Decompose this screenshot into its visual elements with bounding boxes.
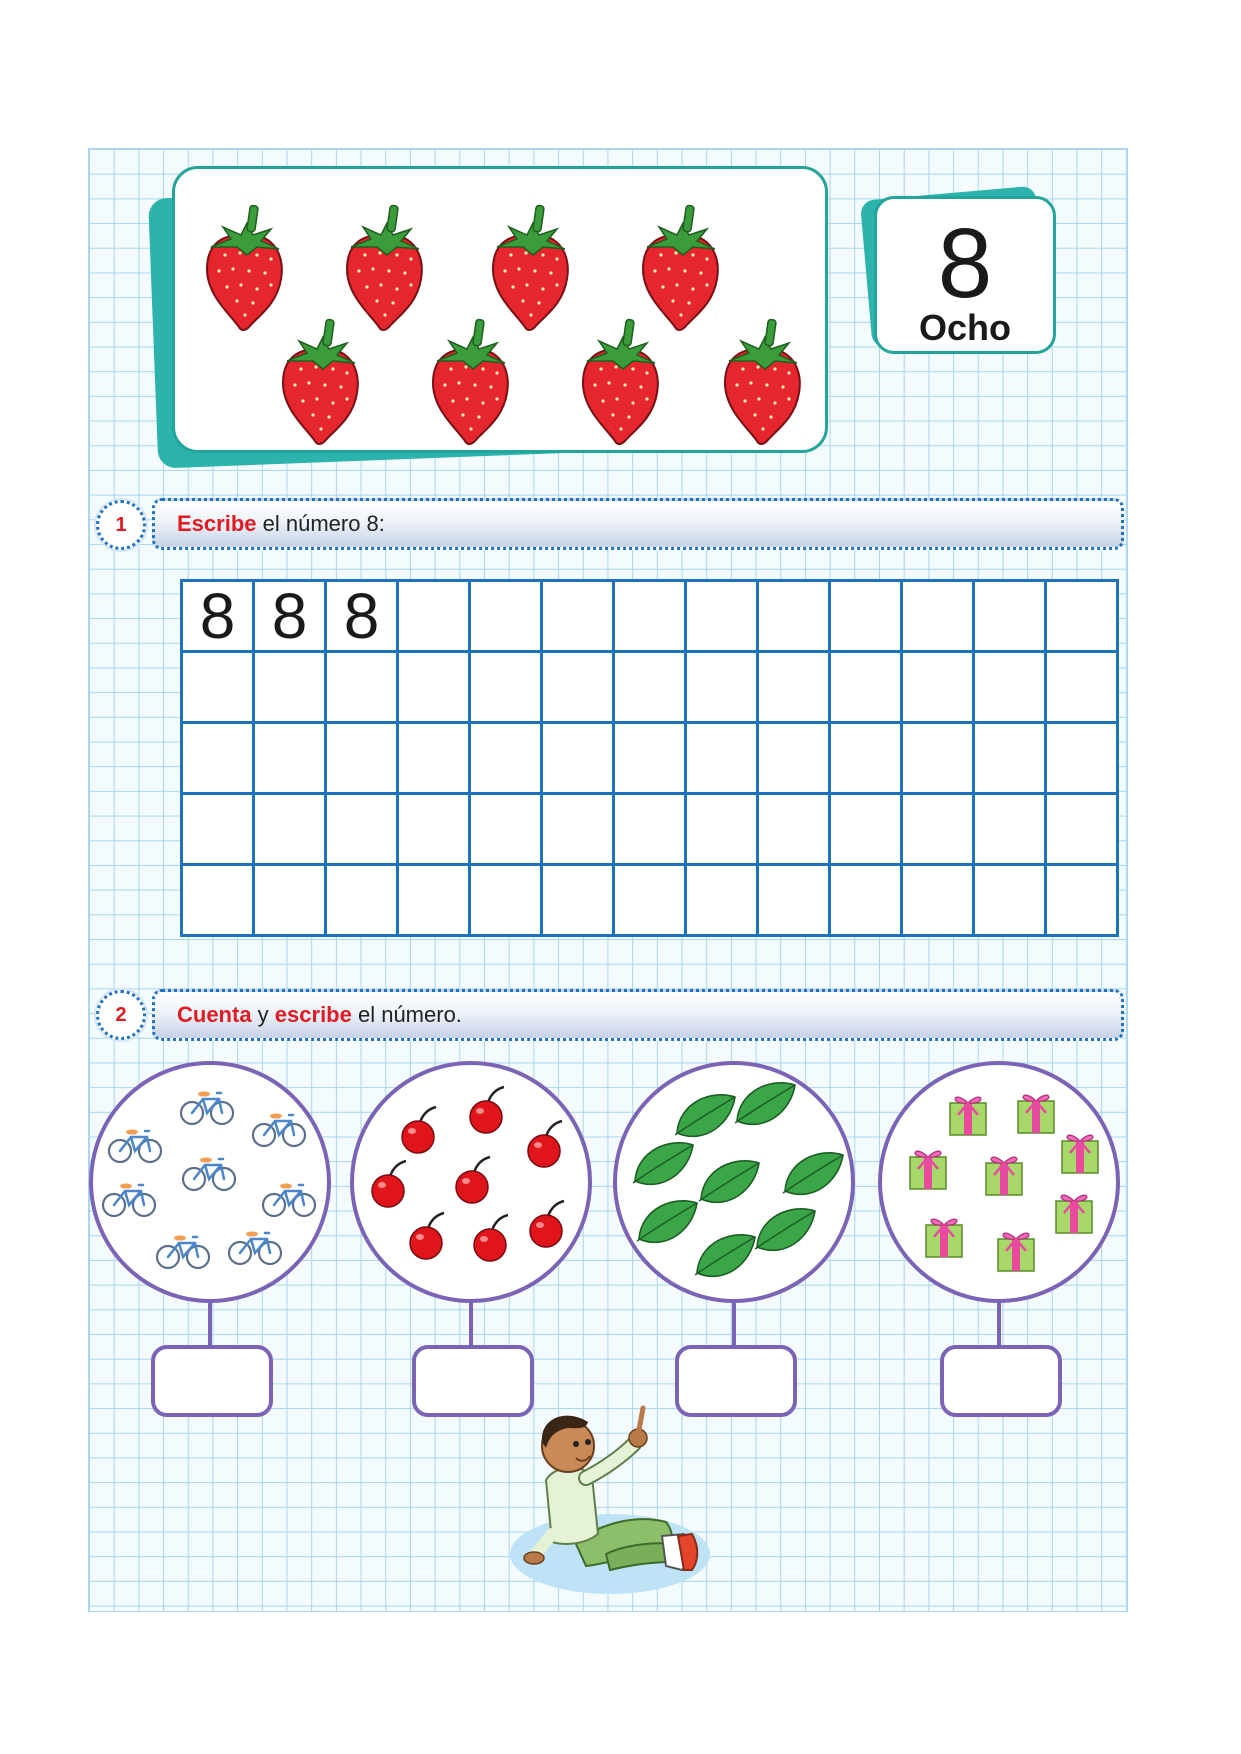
grid-cell[interactable] xyxy=(830,581,902,652)
grid-cell[interactable] xyxy=(974,865,1046,936)
grid-cell[interactable] xyxy=(830,652,902,723)
exercise-2-badge: 2 xyxy=(96,990,146,1040)
cherry-icon xyxy=(530,1201,564,1247)
grid-cell[interactable] xyxy=(182,652,254,723)
grid-row xyxy=(182,794,1118,865)
cherry-icon xyxy=(402,1107,436,1153)
bicycle-icon xyxy=(109,1130,161,1163)
grid-cell[interactable] xyxy=(1046,581,1118,652)
grid-cell[interactable] xyxy=(182,723,254,794)
exercise-2-instruction-bar xyxy=(152,989,1124,1041)
grid-cell[interactable] xyxy=(686,581,758,652)
leaf-icon xyxy=(783,1153,843,1195)
grid-cell[interactable] xyxy=(398,652,470,723)
boy-pointing-illustration xyxy=(506,1394,718,1604)
grid-row xyxy=(182,865,1118,936)
leaf-icon xyxy=(633,1143,693,1185)
gift-icon xyxy=(1062,1135,1098,1173)
grid-cell[interactable] xyxy=(542,865,614,936)
grid-cell[interactable] xyxy=(974,794,1046,865)
cherry-icon xyxy=(456,1157,490,1203)
connector xyxy=(732,1303,736,1347)
strawberry-icon xyxy=(493,205,568,330)
writing-grid xyxy=(180,579,1119,937)
grid-cell[interactable] xyxy=(182,794,254,865)
count-circle-leaves xyxy=(613,1061,855,1303)
count-circle-gifts xyxy=(878,1061,1120,1303)
count-circle-cherries xyxy=(350,1061,592,1303)
grid-cell[interactable] xyxy=(830,794,902,865)
grid-cell[interactable] xyxy=(326,794,398,865)
grid-cell[interactable] xyxy=(758,723,830,794)
grid-cell[interactable] xyxy=(686,652,758,723)
grid-cell[interactable] xyxy=(902,723,974,794)
grid-cell[interactable] xyxy=(902,794,974,865)
grid-cell[interactable] xyxy=(614,652,686,723)
number-digit: 8 xyxy=(937,208,993,318)
grid-cell[interactable] xyxy=(254,652,326,723)
grid-row xyxy=(182,652,1118,723)
bicycle-icon xyxy=(181,1092,233,1125)
number-card xyxy=(874,196,1056,354)
grid-cell[interactable] xyxy=(470,652,542,723)
count-circle-bicycles xyxy=(89,1061,331,1303)
strawberry-icon xyxy=(583,319,658,444)
grid-cell[interactable] xyxy=(470,581,542,652)
exercise-2-instruction: Cuenta y escribe el número. xyxy=(177,1002,462,1027)
grid-cell[interactable] xyxy=(398,581,470,652)
grid-cell[interactable] xyxy=(830,723,902,794)
leaf-icon xyxy=(699,1161,759,1203)
strawberry-icon xyxy=(283,319,358,444)
leaf-icon xyxy=(695,1235,755,1277)
grid-cell[interactable] xyxy=(398,794,470,865)
grid-cell[interactable] xyxy=(1046,865,1118,936)
grid-cell[interactable]: 8 xyxy=(326,581,398,652)
grid-cell[interactable] xyxy=(686,865,758,936)
grid-cell[interactable] xyxy=(902,865,974,936)
bicycle-icon xyxy=(263,1184,315,1217)
cherry-icon xyxy=(410,1213,444,1259)
gift-icon xyxy=(910,1151,946,1189)
grid-cell[interactable] xyxy=(686,794,758,865)
grid-cell[interactable] xyxy=(326,723,398,794)
grid-cell[interactable] xyxy=(542,723,614,794)
grid-cell[interactable]: 8 xyxy=(182,581,254,652)
grid-cell[interactable] xyxy=(254,794,326,865)
cherry-icon xyxy=(470,1087,504,1133)
grid-cell[interactable] xyxy=(614,723,686,794)
grid-cell[interactable] xyxy=(686,723,758,794)
cherry-icon xyxy=(474,1215,508,1261)
number-word: Ocho xyxy=(918,307,1011,348)
strawberry-icon xyxy=(433,319,508,444)
strawberry-icon xyxy=(347,205,422,330)
grid-cell[interactable] xyxy=(254,865,326,936)
leaf-icon xyxy=(675,1095,735,1137)
connector xyxy=(208,1303,212,1347)
grid-cell[interactable] xyxy=(1046,652,1118,723)
cherry-icon xyxy=(372,1161,406,1207)
leaf-icon xyxy=(735,1083,795,1125)
grid-cell[interactable] xyxy=(758,794,830,865)
cherry-icon xyxy=(528,1121,562,1167)
gift-icon xyxy=(950,1097,986,1135)
gift-icon xyxy=(998,1233,1034,1271)
leaf-icon xyxy=(755,1209,815,1251)
grid-cell[interactable] xyxy=(614,581,686,652)
grid-cell[interactable] xyxy=(182,865,254,936)
grid-cell[interactable] xyxy=(830,865,902,936)
strawberry-icon xyxy=(643,205,718,330)
strawberry-icon xyxy=(725,319,800,444)
grid-cell[interactable] xyxy=(398,865,470,936)
exercise-1-instruction: Escribe el número 8: xyxy=(177,511,385,536)
grid-cell[interactable] xyxy=(758,865,830,936)
grid-cell[interactable] xyxy=(974,652,1046,723)
gift-icon xyxy=(926,1219,962,1257)
grid-cell[interactable] xyxy=(758,581,830,652)
gift-icon xyxy=(1018,1095,1054,1133)
bicycle-icon xyxy=(183,1158,235,1191)
answer-box-bicycles[interactable] xyxy=(151,1345,273,1417)
bicycle-icon xyxy=(229,1232,281,1265)
connector xyxy=(469,1303,473,1347)
grid-cell[interactable] xyxy=(614,794,686,865)
grid-cell[interactable] xyxy=(398,723,470,794)
bicycle-icon xyxy=(253,1114,305,1147)
grid-cell[interactable] xyxy=(470,865,542,936)
grid-cell[interactable] xyxy=(614,865,686,936)
grid-cell[interactable] xyxy=(1046,794,1118,865)
bicycle-icon xyxy=(157,1236,209,1269)
gift-icon xyxy=(986,1157,1022,1195)
answer-box-gifts[interactable] xyxy=(940,1345,1062,1417)
strawberry-icon xyxy=(207,205,282,330)
grid-cell[interactable] xyxy=(1046,723,1118,794)
grid-cell[interactable] xyxy=(902,652,974,723)
grid-row xyxy=(182,581,1118,652)
grid-cell[interactable]: 8 xyxy=(254,581,326,652)
grid-cell[interactable] xyxy=(326,652,398,723)
exercise-1-badge: 1 xyxy=(96,500,146,550)
grid-cell[interactable] xyxy=(902,581,974,652)
grid-row xyxy=(182,723,1118,794)
grid-cell[interactable] xyxy=(758,652,830,723)
exercise-1-instruction-bar xyxy=(152,498,1124,550)
grid-cell[interactable] xyxy=(974,723,1046,794)
leaf-icon xyxy=(637,1201,697,1243)
grid-cell[interactable] xyxy=(254,723,326,794)
strawberries-illustration xyxy=(175,169,825,450)
hero-card xyxy=(172,166,828,453)
grid-cell[interactable] xyxy=(470,723,542,794)
connector xyxy=(997,1303,1001,1347)
grid-cell[interactable] xyxy=(326,865,398,936)
grid-cell[interactable] xyxy=(542,581,614,652)
grid-cell[interactable] xyxy=(542,652,614,723)
grid-cell[interactable] xyxy=(542,794,614,865)
grid-cell[interactable] xyxy=(470,794,542,865)
bicycle-icon xyxy=(103,1184,155,1217)
gift-icon xyxy=(1056,1195,1092,1233)
grid-cell[interactable] xyxy=(974,581,1046,652)
